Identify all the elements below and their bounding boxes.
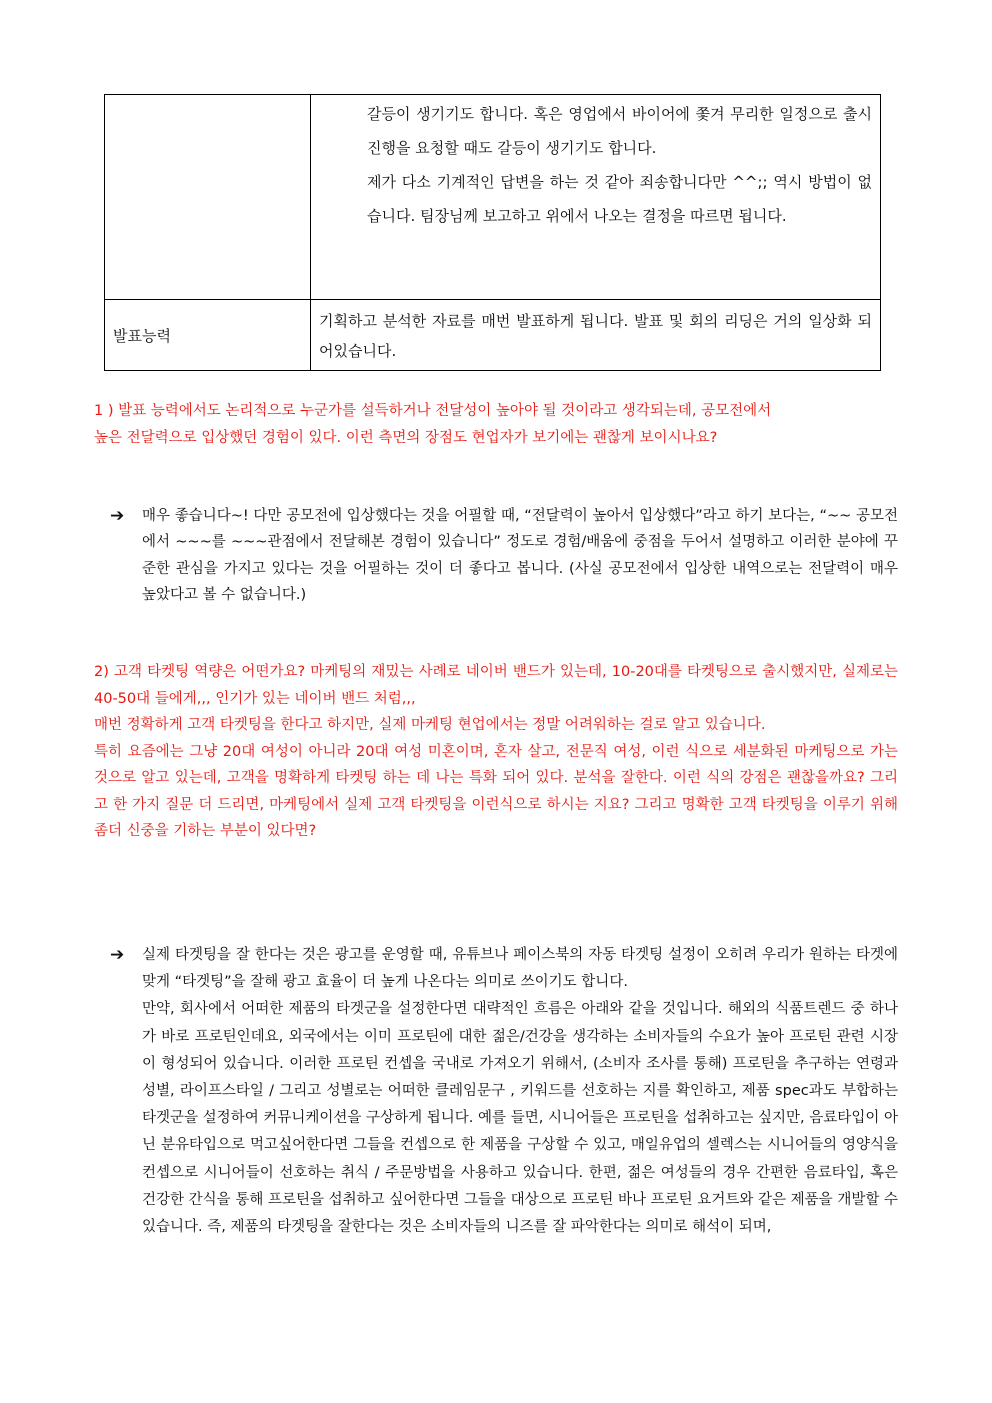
answer-paragraph: 실제 타겟팅을 잘 한다는 것은 광고를 운영할 때, 유튜브나 페이스북의 자동 타겟팅 설정이 오히려 우리가 원하는 타겟에 맞게 “타겟팅”을 잘해 광고 효율이 더 높게 나온다는 의미로 쓰이기도 합니다. <box>142 947 898 991</box>
table-row <box>105 95 881 300</box>
answer-paragraph: 만약, 회사에서 어떠한 제품의 타겟군을 설정한다면 대략적인 흐름은 아래와 같을 것입니다. 해외의 식품트렌드 중 하나가 바로 프로틴인데요, 외국에서는 이미 프로틴에 대한 젊은/건강을 생각하는 소비자들의 수요가 높아 프로틴 관련 시장이 형성되어 있습니다. 이러한 프로틴 컨셉을 국내로 가져오기 위해서, (소비자 조사를 통해) 프로틴을 추구하는 연령과 성별, 라이프스타일 / 그리고 성별로는 어떠한 클레임문구 , 키워드를 선호하는 지를 확인하고, 제품 spec과도 부합하는 타겟군을 설정하여 커뮤니케이션을 구상하게 됩니다. 예를 들면, 시니어들은 프로틴을 섭취하고는 싶지만, 음료타입이 아닌 분유타입으로 먹고싶어한다면 그들을 컨셉으로 한 제품을 구상할 수 있고, 매일유업의 셀렉스는 시니어들의 영양식을 컨셉으로 시니어들이 선호하는 취식 / 주문방법을 사용하고 있습니다. 한편, 젊은 여성들의 경우 간편한 음료타입, 혹은 건강한 간식을 통해 프로틴을 섭취하고 싶어한다면 그들을 대상으로 프로틴 바나 프로틴 요거트와 같은 제품을 개발할 수 있습니다. 즉, 제품의 타겟팅을 잘한다는 것은 소비자들의 니즈를 잘 파악한다는 의미로 해석이 되며, <box>142 1001 898 1236</box>
row-label-cell <box>105 95 311 300</box>
arrow-right-icon: ➔ <box>110 506 125 526</box>
table-paragraph: 기획하고 분석한 자료를 매번 발표하게 됩니다. 발표 및 회의 리딩은 거의 일상화 되어있습니다. <box>319 312 872 360</box>
question-line: 특히 요즘에는 그냥 20대 여성이 아니라 20대 여성 미혼이며, 혼자 살고, 전문직 여성, 이런 식으로 세분화된 마케팅으로 가는 것으로 알고 있는데, 고객을 명확하게 타켓팅 하는 데 나는 특화 되어 있다. 분석을 잘한다. 이런 식의 강점은 괜찮을까요? 그리고 한 가지 질문 더 드리면, 마케팅에서 실제 고객 타켓팅을 이런식으로 하시는 지요? 그리고 명확한 고객 타켓팅을 이루기 위해 좀더 신중을 기하는 부분이 있다면? <box>94 743 898 839</box>
question-line: 매번 정확하게 고객 타켓팅을 한다고 하지만, 실제 마케팅 현업에서는 정말 어려워하는 걸로 알고 있습니다. <box>94 717 766 733</box>
question-line: 2) 고객 타켓팅 역량은 어떤가요? 마케팅의 재밌는 사례로 네이버 밴드가 있는데, 10-20대를 타켓팅으로 출시했지만, 실제로는 40-50대 들에게,,, 인기가 있는 네이버 밴드 처럼,,, <box>94 664 898 707</box>
question-1 <box>94 398 898 451</box>
table-paragraph: 갈등이 생기기도 합니다. 혹은 영업에서 바이어에 쫓겨 무리한 일정으로 출시 진행을 요청할 때도 갈등이 생기기도 합니다. <box>367 105 872 157</box>
row-label-cell: 발표능력 <box>105 300 311 371</box>
answer-paragraph: 매우 좋습니다~! 다만 공모전에 입상했다는 것을 어필할 때, “전달력이 높아서 입상했다”라고 하기 보다는, “~~ 공모전에서 ~~~를 ~~~관점에서 전달해본 경험이 있습니다” 정도로 경험/배움에 중점을 두어서 설명하고 이러한 분야에 꾸준한 관심을 가지고 있다는 것을 어필하는 것이 더 좋다고 봅니다. (사실 공모전에서 입상한 내역으로는 전달력이 매우 높았다고 볼 수 없습니다.) <box>142 508 898 603</box>
question-line: 높은 전달력으로 입상했던 경험이 있다. 이런 측면의 장점도 현업자가 보기에는 괜찮게 보이시나요? <box>94 429 718 446</box>
answer-1 <box>110 503 898 608</box>
row-content-cell <box>311 300 881 371</box>
question-line: 1 ) 발표 능력에서도 논리적으로 누군가를 설득하거나 전달성이 높아야 될 것이라고 생각되는데, 공모전에서 <box>94 403 772 419</box>
question-2 <box>94 659 898 845</box>
row-content-cell <box>311 95 881 300</box>
table-paragraph: 제가 다소 기계적인 답변을 하는 것 같아 죄송합니다만 ^^;; 역시 방법이 없습니다. 팀장님께 보고하고 위에서 나오는 결정을 따르면 됩니다. <box>367 173 872 225</box>
arrow-right-icon: ➔ <box>110 945 125 965</box>
answer-2 <box>110 942 898 1241</box>
qa-table <box>104 94 881 371</box>
table-row <box>105 300 881 371</box>
